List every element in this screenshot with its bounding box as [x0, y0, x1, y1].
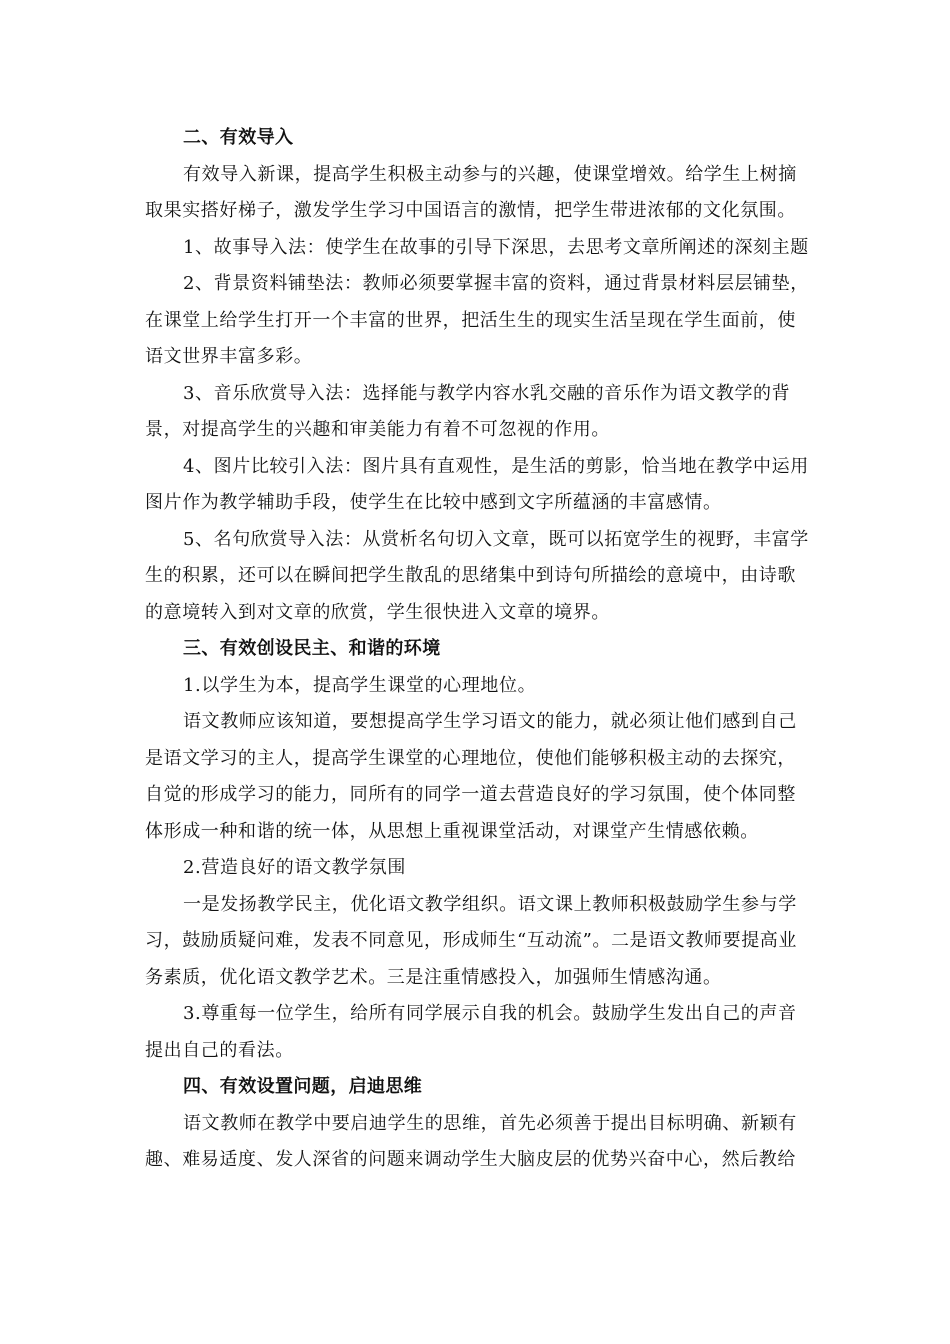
paragraph-line: 习，鼓励质疑问难，发表不同意见，形成师生“互动流”。二是语文教师要提高业	[145, 930, 798, 951]
paragraph-line: 2、背景资料铺垫法：教师必须要掌握丰富的资料，通过背景材料层层铺垫，	[183, 273, 809, 294]
paragraph-line: 提出自己的看法。	[145, 1039, 294, 1061]
section-heading: 三、有效创设民主、和谐的环境	[183, 638, 441, 659]
paragraph-line: 语文教师在教学中要启迪学生的思维，首先必须善于提出目标明确、新颖有	[183, 1112, 797, 1134]
paragraph-line: 是语文学习的主人，提高学生课堂的心理地位，使他们能够积极主动的去探究，	[145, 747, 796, 769]
paragraph-line: 自觉的形成学习的能力，同所有的同学一道去营造良好的学习氛围，使个体同整	[145, 784, 796, 805]
paragraph-line: 3、音乐欣赏导入法：选择能与教学内容水乳交融的音乐作为语文教学的背	[183, 382, 791, 404]
paragraph-line: 3.尊重每一位学生，给所有同学展示自我的机会。鼓励学生发出自己的声音	[183, 1003, 797, 1024]
paragraph-line: 趣、难易适度、发人深省的问题来调动学生大脑皮层的优势兴奋中心，然后教给	[145, 1149, 796, 1170]
section-heading: 二、有效导入	[183, 127, 294, 148]
paragraph-line: 1.以学生为本，提高学生课堂的心理地位。	[183, 674, 537, 696]
paragraph-line: 景，对提高学生的兴趣和审美能力有着不可忽视的作用。	[145, 419, 610, 440]
paragraph-line: 生的积累，还可以在瞬间把学生散乱的思绪集中到诗句所描绘的意境中，由诗歌	[145, 565, 796, 586]
paragraph-line: 4、图片比较引入法：图片具有直观性，是生活的剪影，恰当地在教学中运用	[183, 455, 809, 477]
paragraph-line: 有效导入新课，提高学生积极主动参与的兴趣，使课堂增效。给学生上树摘	[183, 163, 797, 185]
paragraph-line: 1、故事导入法：使学生在故事的引导下深思，去思考文章所阐述的深刻主题	[183, 236, 809, 258]
paragraph-line: 的意境转入到对文章的欣赏，学生很快进入文章的境界。	[145, 601, 610, 623]
section-heading: 四、有效设置问题，启迪思维	[183, 1076, 423, 1097]
paragraph-line: 在课堂上给学生打开一个丰富的世界，把活生生的现实生活呈现在学生面前，使	[145, 309, 796, 331]
paragraph-line: 图片作为教学辅助手段，使学生在比较中感到文字所蕴涵的丰富感情。	[145, 492, 722, 513]
paragraph-line: 语文世界丰富多彩。	[145, 346, 313, 367]
paragraph-line: 一是发扬教学民主，优化语文教学组织。语文课上教师积极鼓励学生参与学	[183, 893, 797, 915]
paragraph-line: 务素质，优化语文教学艺术。三是注重情感投入，加强师生情感沟通。	[145, 966, 722, 988]
paragraph-line: 5、名句欣赏导入法：从赏析名句切入文章，既可以拓宽学生的视野，丰富学	[183, 528, 809, 550]
paragraph-line: 取果实搭好梯子，激发学生学习中国语言的激情，把学生带进浓郁的文化氛围。	[145, 200, 796, 221]
paragraph-line: 体形成一种和谐的统一体，从思想上重视课堂活动，对课堂产生情感依赖。	[145, 820, 759, 842]
document-body	[145, 120, 810, 1179]
paragraph-line: 语文教师应该知道，要想提高学生学习语文的能力，就必须让他们感到自己	[183, 711, 797, 732]
paragraph-line: 2.营造良好的语文教学氛围	[183, 857, 406, 878]
